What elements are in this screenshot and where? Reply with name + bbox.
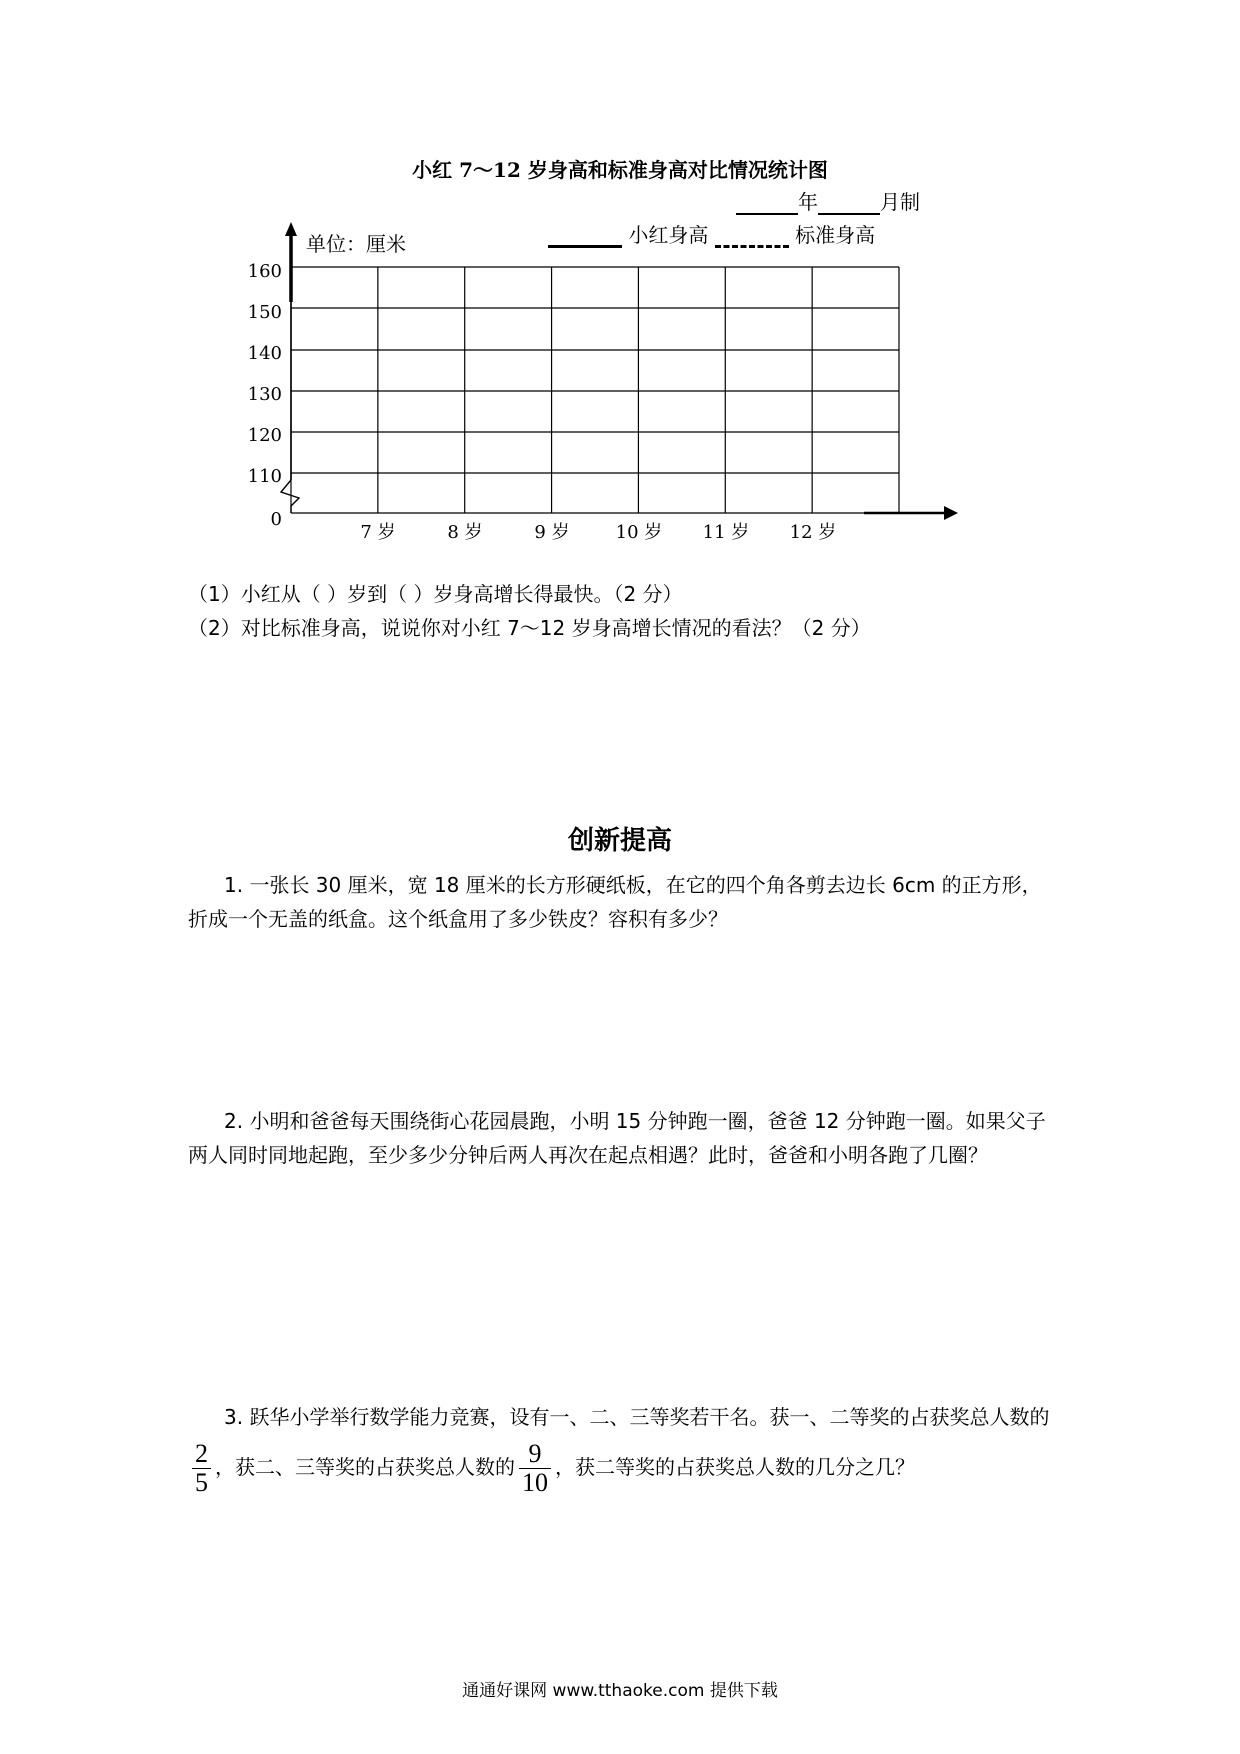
- axis-break-icon: [281, 480, 299, 513]
- line-chart: [0, 0, 1240, 560]
- y-axis-arrow-icon: [285, 222, 297, 236]
- problem-3-text-c: ，获二等奖的占获奖总人数的几分之几？: [555, 1455, 915, 1479]
- y-tick-labels: [248, 261, 282, 530]
- x-tick-label: 8 岁: [447, 522, 483, 543]
- made-year-label: 年: [798, 190, 818, 214]
- y-tick-label: 140: [247, 343, 282, 364]
- x-tick-label: 12 岁: [789, 522, 837, 543]
- y-tick-label: 120: [247, 425, 282, 446]
- chart-title: 小红 7～12 岁身高和标准身高对比情况统计图: [412, 158, 828, 182]
- footer: 通通好课网 www.tthaoke.com 提供下载: [462, 1681, 778, 1701]
- x-tick-labels: [360, 522, 836, 543]
- problem-3-text-b: ，获二、三等奖的占获奖总人数的: [215, 1455, 515, 1479]
- made-month-label: 月制: [880, 190, 920, 214]
- y-tick-label: 160: [247, 261, 282, 282]
- problem-2: 2. 小明和爸爸每天围绕街心花园晨跑，小明 15 分钟跑一圈，爸爸 12 分钟跑一圈。如果父子两人同时同地起跑，至少多少分钟后两人再次在起点相遇？此时，爸爸和小明各跑了几圈？: [188, 1109, 1046, 1167]
- fraction-9-10: [519, 1440, 551, 1497]
- problem-1: 1. 一张长 30 厘米，宽 18 厘米的长方形硬纸板，在它的四个角各剪去边长 6cm 的正方形，折成一个无盖的纸盒。这个纸盒用了多少铁皮？容积有多少？: [188, 873, 1042, 931]
- problem-3: [188, 1394, 1058, 1497]
- legend-solid-label: 小红身高: [628, 223, 709, 247]
- fraction-numerator: 9: [519, 1440, 551, 1469]
- y-tick-label: 130: [247, 384, 282, 405]
- x-axis-arrow-icon: [944, 506, 958, 520]
- fraction-denominator: 10: [522, 1468, 548, 1497]
- x-tick-label: 7 岁: [360, 522, 396, 543]
- question-1: （1）小红从（ ）岁到（ ）岁身高增长得最快。（2 分）: [188, 582, 683, 606]
- y-tick-label: 110: [247, 466, 282, 487]
- question-2: （2）对比标准身高，说说你对小红 7～12 岁身高增长情况的看法？（2 分）: [188, 616, 871, 640]
- section-title: 创新提高: [567, 826, 672, 856]
- x-tick-label: 10 岁: [615, 522, 663, 543]
- fraction-numerator: 2: [192, 1440, 211, 1469]
- unit-label: 单位：厘米: [306, 232, 406, 256]
- x-tick-label: 9 岁: [534, 522, 570, 543]
- x-tick-label: 11 岁: [702, 522, 750, 543]
- chart-grid: [291, 267, 899, 513]
- problem-3-text-a: 3. 跃华小学举行数学能力竞赛，设有一、二、三等奖若干名。获一、二等奖的占获奖总人数的: [224, 1405, 1050, 1429]
- legend-dashed-label: 标准身高: [795, 223, 876, 247]
- fraction-2-5: [192, 1440, 211, 1497]
- y-tick-label: 150: [247, 302, 282, 323]
- y-tick-label: 0: [270, 509, 282, 530]
- fraction-denominator: 5: [195, 1468, 208, 1497]
